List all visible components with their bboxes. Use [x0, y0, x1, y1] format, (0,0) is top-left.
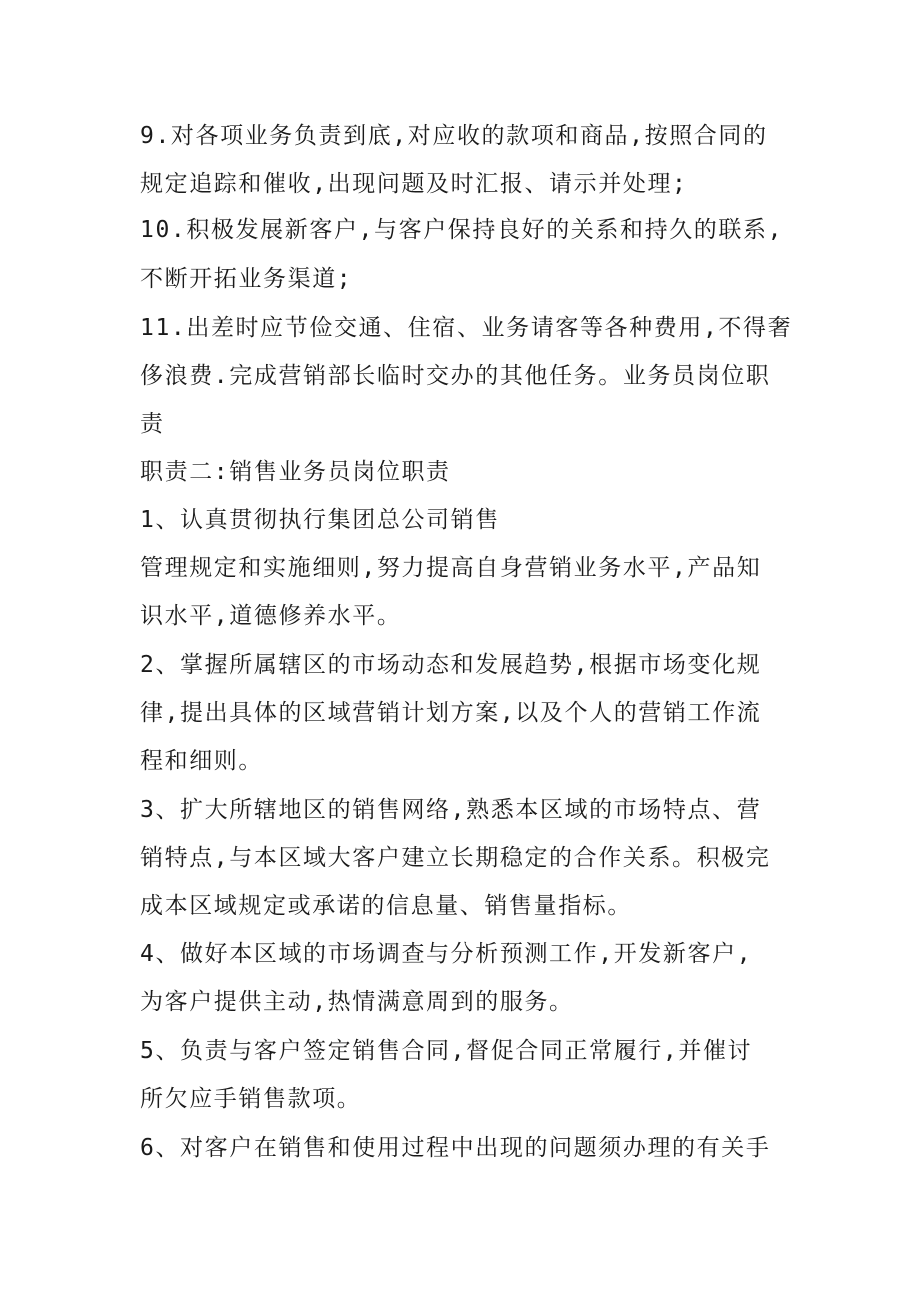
text-line: 10.积极发展新客户,与客户保持良好的关系和持久的联系,: [140, 217, 784, 243]
text-line: 不断开拓业务渠道;: [140, 266, 353, 292]
text-line: 规定追踪和催收,出现问题及时汇报、请示并处理;: [140, 171, 688, 197]
text-line: 4、做好本区域的市场调查与分析预测工作,开发新客户,: [140, 941, 753, 967]
text-line: 所欠应手销售款项。: [140, 1086, 362, 1112]
text-line: 律,提出具体的区域营销计划方案,以及个人的营销工作流: [140, 700, 762, 726]
text-line: 管理规定和实施细则,努力提高自身营销业务水平,产品知: [140, 555, 762, 581]
text-line: 成本区域规定或承诺的信息量、销售量指标。: [140, 893, 632, 919]
text-line: 9.对各项业务负责到底,对应收的款项和商品,按照合同的: [140, 123, 768, 149]
text-line: 6、对客户在销售和使用过程中出现的问题须办理的有关手: [140, 1135, 771, 1161]
text-line: 1、认真贯彻执行集团总公司销售: [140, 507, 500, 533]
text-line: 11.出差时应节俭交通、住宿、业务请客等各种费用,不得奢: [140, 315, 793, 341]
text-line: 识水平,道德修养水平。: [140, 603, 402, 629]
text-line: 程和细则。: [140, 748, 263, 774]
text-line: 5、负责与客户签定销售合同,督促合同正常履行,并催讨: [140, 1038, 753, 1064]
text-line: 责: [140, 411, 165, 437]
text-line: 2、掌握所属辖区的市场动态和发展趋势,根据市场变化规: [140, 652, 762, 678]
text-line: 销特点,与本区域大客户建立长期稳定的合作关系。积极完: [140, 845, 771, 871]
section-heading: 职责二:销售业务员岗位职责: [140, 459, 451, 485]
text-line: 为客户提供主动,热情满意周到的服务。: [140, 989, 574, 1015]
text-line: 侈浪费.完成营销部长临时交办的其他任务。业务员岗位职: [140, 363, 771, 389]
text-line: 3、扩大所辖地区的销售网络,熟悉本区域的市场特点、营: [140, 797, 762, 823]
